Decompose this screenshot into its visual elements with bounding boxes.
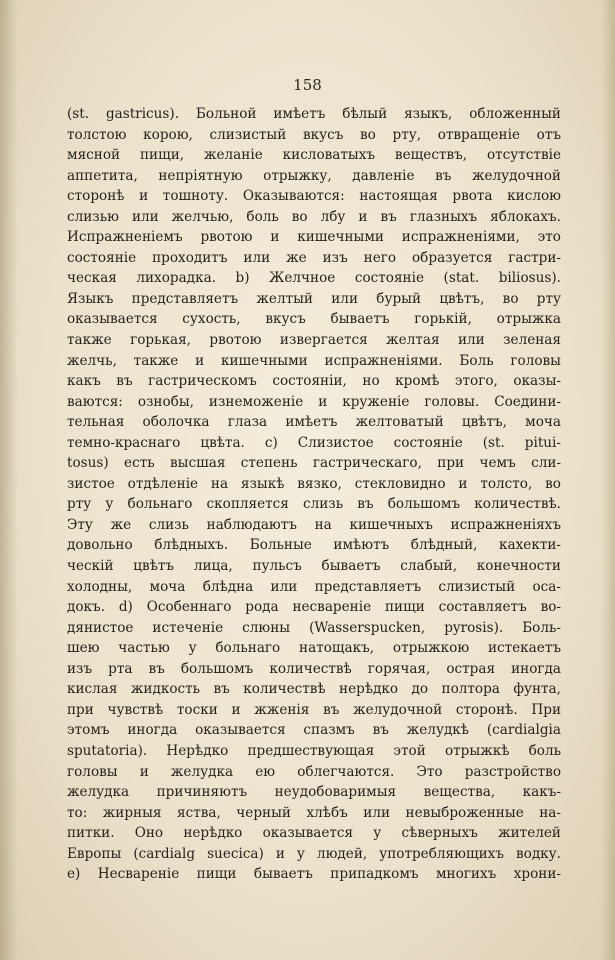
body-text: [67, 104, 561, 885]
text-line: кислая жидкость въ количествѣ нерѣдко до полтора фунта,: [67, 681, 561, 698]
text-line: Испражненіемъ рвотою и кишечными испражненіями, это: [67, 229, 561, 246]
text-line: дянистое истеченіе слюны (Wasserspucken, pyrosis). Боль-: [67, 619, 561, 636]
text-line: изъ рта въ большомъ количествѣ горячая, острая иногда: [67, 660, 561, 677]
text-line: ческая лихорадка. b) Желчное состояніе (stat. biliosus).: [67, 270, 561, 287]
text-line: tosus) есть высшая степень гастрическаго, при чемъ сли-: [67, 455, 561, 472]
text-line: тельная оболочка глаза имѣетъ желтоватый цвѣтъ, моча: [67, 414, 561, 431]
text-line: sputatoria). Нерѣдко предшествующая этой отрыжкѣ боль: [67, 742, 561, 759]
text-line: то: жирныя яствa, черный хлѣбъ или невыброженные на-: [67, 804, 561, 821]
text-line: слизью или желчью, боль во лбу и въ глазныхъ яблокахъ.: [67, 208, 561, 225]
text-line: рту у больнаго скопляется слизь въ большомъ количествѣ.: [67, 496, 561, 513]
text-line: желудка причиняютъ неудобоваримыя вещества, какъ-: [67, 784, 561, 801]
text-line: ческій цвѣтъ лица, пульсъ бываетъ слабый, конечности: [67, 558, 561, 575]
text-line: Языкъ представляетъ желтый или бурый цвѣтъ, во рту: [67, 290, 561, 307]
text-line: шею частью у больнаго натощакъ, отрыжкою истекаетъ: [67, 640, 561, 657]
text-line: e) Несвареніе пищи бываетъ припадкомъ многихъ хрони-: [67, 866, 561, 883]
page-edge-shadow-right: [601, 0, 615, 960]
page-edge-shadow-left: [0, 0, 18, 960]
text-line: желчь, также и кишечными испражненіями. Боль головы: [67, 352, 561, 369]
text-line: толстою корою, слизистый вкусъ во рту, отвращеніе отъ: [67, 126, 561, 143]
text-line: сторонѣ и тошноту. Оказываются: настоящая рвота кислою: [67, 188, 561, 205]
text-line: какъ въ гастрическомъ состояніи, но кромѣ этого, оказы-: [67, 373, 561, 390]
text-line: питки. Оно нерѣдко оказывается у сѣверныхъ жителей: [67, 825, 561, 842]
text-line: ваются: ознобы, изнеможеніе и круженіе головы. Соедини-: [67, 393, 561, 410]
text-line: зистое отдѣленіе на языкѣ вязко, стекловидно и толсто, во: [67, 475, 561, 492]
text-line: аппетита, непріятную отрыжку, давленіе въ желудочной: [67, 167, 561, 184]
text-line: докъ. d) Особеннаго рода несвареніе пищи составляетъ во-: [67, 599, 561, 616]
text-line: темно-краснаго цвѣта. c) Слизистое состояніе (st. pitui-: [67, 434, 561, 451]
text-line: мясной пищи, желаніе кисловатыхъ веществъ, отсутствіе: [67, 147, 561, 164]
text-line: этомъ иногда оказывается спазмъ въ желудкѣ (cardialgia: [67, 722, 561, 739]
text-line: при чувствѣ тоски и жженія въ желудочной сторонѣ. При: [67, 701, 561, 718]
text-line: довольно блѣдныхъ. Больные имѣютъ блѣдный, кахекти-: [67, 537, 561, 554]
text-line: также горькая, рвотою извергается желтая или зеленая: [67, 332, 561, 349]
text-line: оказывается сухость, вкусъ бываетъ горькій, отрыжка: [67, 311, 561, 328]
text-line: (st. gastricus). Больной имѣетъ бѣлый языкъ, обложенный: [67, 106, 561, 122]
text-line: состояніе проходитъ или же изъ него образуется гастри-: [67, 249, 561, 266]
text-line: головы и желудка ею облегчаются. Это разстройство: [67, 763, 561, 780]
text-line: Европы (cardialg suecica) и у людей, употребляющихъ водку.: [67, 845, 561, 862]
text-line: холодны, моча блѣдна или представляетъ слизистый оса-: [67, 578, 561, 595]
text-line: Эту же слизь наблюдаютъ на кишечныхъ испражненіяхъ: [67, 516, 561, 533]
page-number: 158: [293, 76, 322, 94]
